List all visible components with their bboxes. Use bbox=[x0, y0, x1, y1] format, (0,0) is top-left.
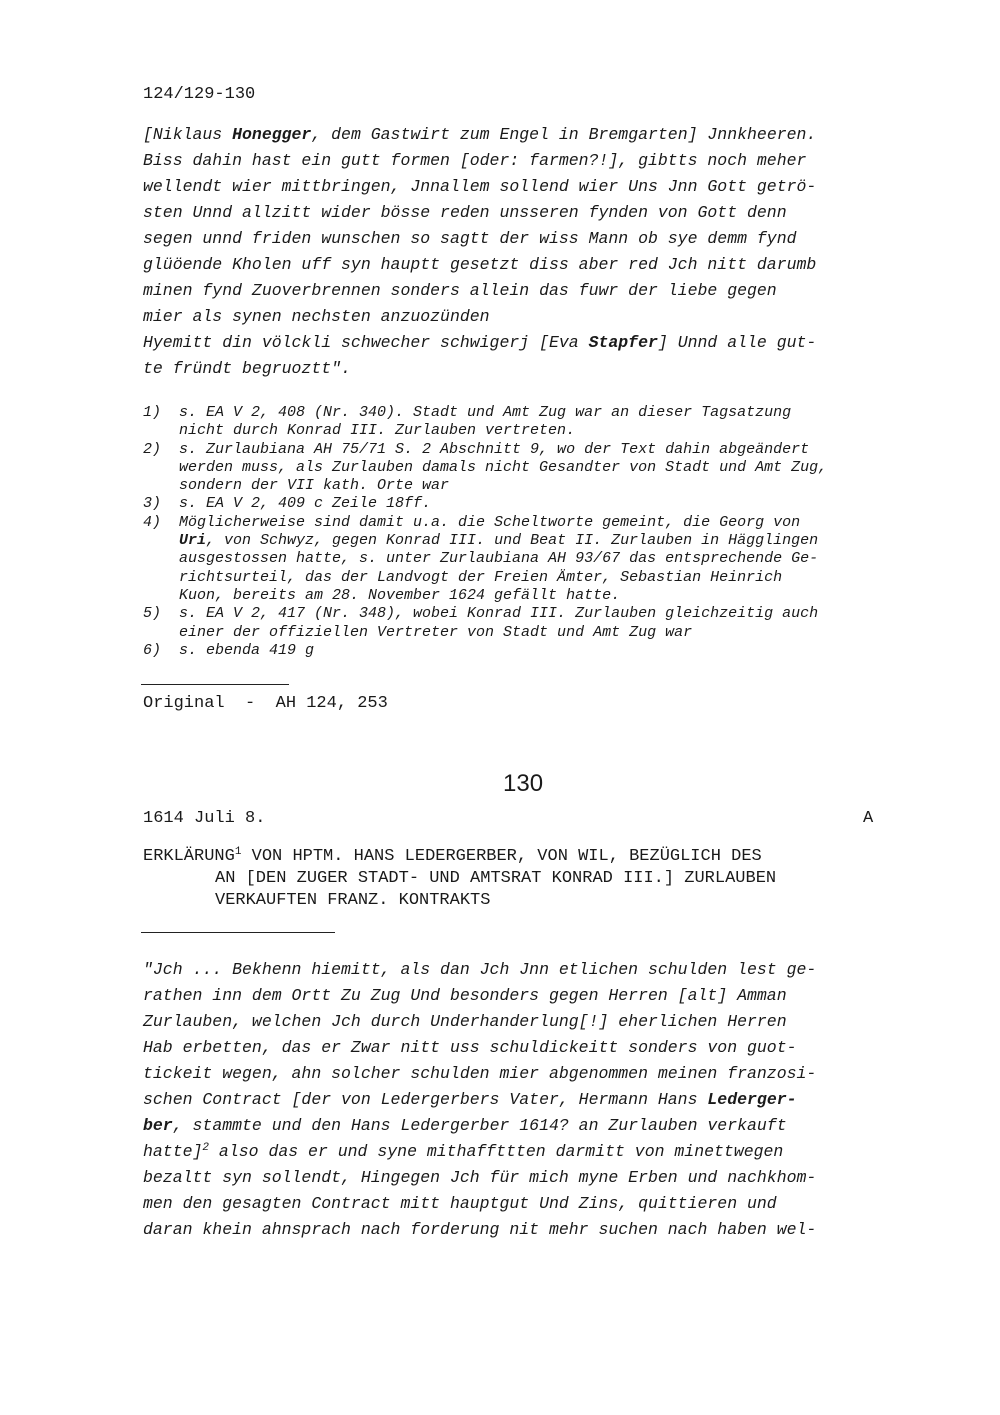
document-number: 130 bbox=[503, 770, 544, 797]
footnote-number: 4) bbox=[143, 513, 162, 531]
text-line: mier als synen nechsten anzuozünden bbox=[143, 307, 490, 326]
source-reference: Original - AH 124, 253 bbox=[143, 694, 388, 713]
footnote-ref: 2 bbox=[202, 1142, 210, 1154]
person-name-bold: Honegger bbox=[232, 125, 312, 144]
separator-rule bbox=[141, 932, 335, 933]
footnote: 1) s. EA V 2, 408 (Nr. 340). Stadt und Amt Zug war an dieser Tagsatzung nicht durch Konrad III. Zurlauben vertreten. bbox=[143, 404, 792, 440]
text-line: bezaltt syn sollendt, Hingegen Jch für mich myne Erben und nachkhom- bbox=[143, 1168, 817, 1187]
footnote-number: 2) bbox=[143, 440, 162, 458]
footnote: 2) s. Zurlaubiana AH 75/71 S. 2 Abschnitt 9, wo der Text dahin abgeändert werden muss, als Zurlauben damals nicht Gesandter von Stadt und Amt Zug, sondern der VII kath. Orte war bbox=[143, 440, 828, 495]
footnote: 3) s. EA V 2, 409 c Zeile 18ff. bbox=[143, 495, 432, 513]
document-text-paragraph bbox=[143, 957, 923, 1243]
letter-continuation-paragraph bbox=[143, 122, 923, 382]
text-line: glüöende Kholen uff syn hauptt gesetzt diss aber red Jch nitt darumb bbox=[143, 255, 817, 274]
text-line: wellendt wier mittbringen, Jnnallem sollend wier Uns Jnn Gott getrö- bbox=[143, 177, 817, 196]
footnote: 5) s. EA V 2, 417 (Nr. 348), wobei Konrad III. Zurlauben gleichzeitig auch einer der offiziellen Vertreter von Stadt und Amt Zug war bbox=[143, 605, 819, 641]
footnotes bbox=[143, 404, 943, 660]
text-line: tickeit wegen, ahn solcher schulden mier abgenommen meinen franzosi- bbox=[143, 1064, 817, 1083]
text-line: minen fynd Zuoverbrennen sonders allein das fuwr der liebe gegen bbox=[143, 281, 777, 300]
text-line: Zurlauben, welchen Jch durch Underhanderlung[!] eherlichen Herren bbox=[143, 1012, 787, 1031]
person-name-bold: Stapfer bbox=[588, 333, 658, 352]
title-line: ERKLÄRUNG$^1$ VON HPTM. HANS LEDERGERBER, VON WIL, BEZÜGLICH DES bbox=[143, 846, 762, 866]
title-line: VERKAUFTEN FRANZ. KONTRAKTS bbox=[215, 891, 491, 910]
document-type: A bbox=[863, 809, 874, 828]
text-line: ber, stammte und den Hans Ledergerber 1614? an Zurlauben verkauft bbox=[143, 1116, 787, 1135]
person-name-bold: Lederger- bbox=[707, 1090, 797, 1109]
footnote-number: 3) bbox=[143, 495, 162, 513]
person-name-bold: ber bbox=[143, 1116, 173, 1135]
text-line: [Niklaus Honegger, dem Gastwirt zum Engel in Bremgarten] Jnnkheeren. bbox=[143, 125, 817, 144]
text-line: sten Unnd allzitt wider bösse reden unsseren fynden von Gott denn bbox=[143, 203, 787, 222]
text-line: te fründt begruoztt". bbox=[143, 359, 351, 378]
separator-rule bbox=[141, 684, 289, 685]
footnote-number: 5) bbox=[143, 605, 162, 623]
footnote: 4) Möglicherweise sind damit u.a. die Scheltworte gemeint, die Georg von Uri, von Schwyz, gegen Konrad III. und Beat II. Zurlauben in Hägglingen ausgestossen hatte, s. unter Zurlaubiana AH 93/67 das entsprechende Ge- richtsurteil, das der Landvogt der Freien Ämter, Sebastian Heinrich Kuon, bereits am 28. November 1624 gefällt hatte. bbox=[143, 513, 819, 604]
footnote-number: 6) bbox=[143, 641, 162, 659]
title-line: AN [DEN ZUGER STADT- UND AMTSRAT KONRAD III.] ZURLAUBEN bbox=[215, 869, 777, 888]
text-line: segen unnd friden wunschen so sagtt der wiss Mann ob sye demm fynd bbox=[143, 229, 797, 248]
document-date: 1614 Juli 8. bbox=[143, 809, 266, 828]
text-line: Hab erbetten, das er Zwar nitt uss schuldickeitt sonders von guot- bbox=[143, 1038, 797, 1057]
text-line: men den gesagten Contract mitt hauptgut Und Zins, quittieren und bbox=[143, 1194, 777, 1213]
text-line: schen Contract [der von Ledergerbers Vater, Hermann Hans Lederger- bbox=[143, 1090, 797, 1109]
text-line: Hyemitt din völckli schwecher schwigerj [Eva Stapfer] Unnd alle gut- bbox=[143, 333, 817, 352]
place-name-bold: Uri bbox=[179, 532, 207, 550]
footnote-number: 1) bbox=[143, 404, 162, 421]
text-line: daran khein ahnsprach nach forderung nit mehr suchen nach haben wel- bbox=[143, 1220, 817, 1239]
text-line: rathen inn dem Ortt Zu Zug Und besonders gegen Herren [alt] Amman bbox=[143, 986, 787, 1005]
header-reference: 124/129-130 bbox=[143, 85, 256, 104]
document-title bbox=[143, 846, 933, 912]
footnote-ref: 1 bbox=[234, 846, 242, 858]
text-line: "Jch ... Bekhenn hiemitt, als dan Jch Jnn etlichen schulden lest ge- bbox=[143, 960, 817, 979]
text-line: hatte]$^2$ also das er und syne mithaffttten darmitt von minettwegen bbox=[143, 1142, 784, 1161]
footnote: 6) s. ebenda 419 g bbox=[143, 641, 315, 659]
text-line: Biss dahin hast ein gutt formen [oder: farmen?!], gibtts noch meher bbox=[143, 151, 807, 170]
